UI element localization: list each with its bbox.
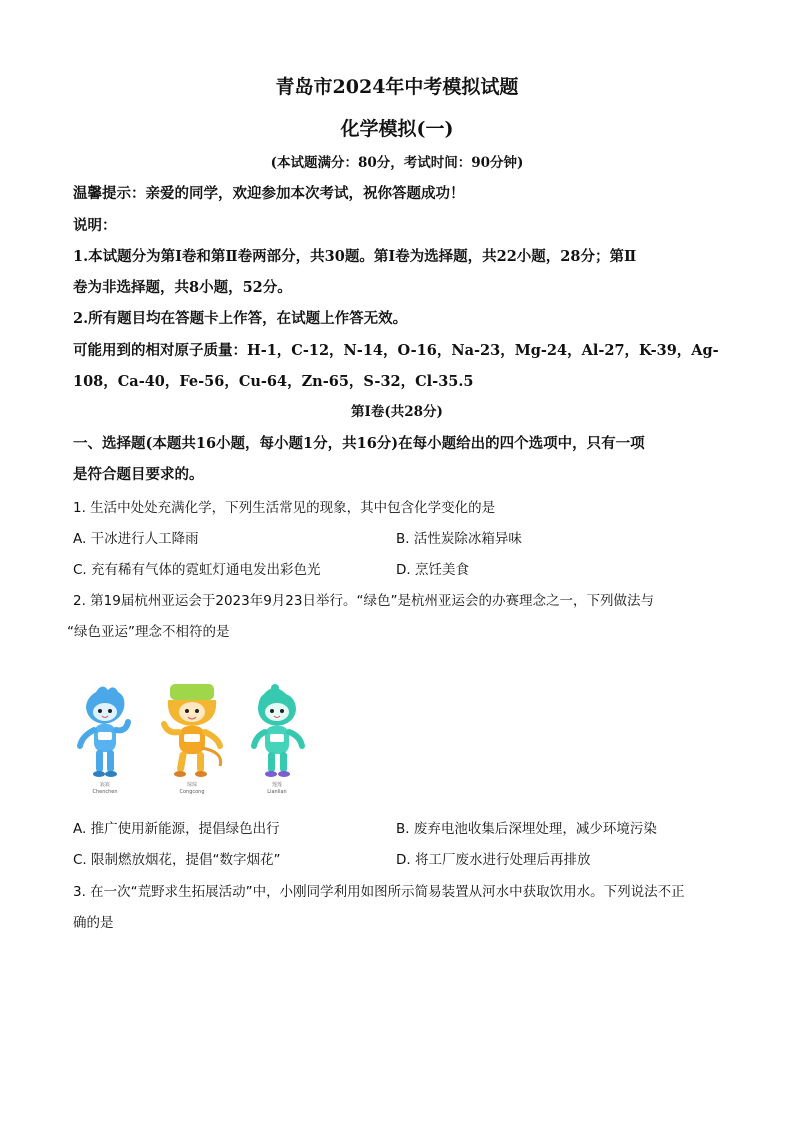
question-1-option-b: B. 活性炭除冰箱异味 xyxy=(396,531,522,547)
mascot-congcong xyxy=(164,684,221,777)
caption-lianlian: 莲莲 xyxy=(271,782,283,788)
part-1-heading-line-1: 一、选择题(本题共16小题，每小题1分，共16分)在每小题给出的四个选项中，只有一项 xyxy=(73,435,645,452)
mascot-lianlian xyxy=(254,684,302,777)
question-2-option-d: D. 将工厂废水进行处理后再排放 xyxy=(396,852,591,868)
atomic-mass-line-1: 可能用到的相对原子质量：H-1，C-12，N-14，O-16，Na-23，Mg-24，Al-27，K-39，Ag- xyxy=(73,342,719,359)
note-item-2: 2.所有题目均在答题卡上作答，在试题上作答无效。 xyxy=(73,310,408,327)
question-2-stem-line-1: 2. 第19届杭州亚运会于2023年9月23日举行。“绿色”是杭州亚运会的办赛理念之一，下列做法与 xyxy=(73,593,654,609)
warm-tip: 温馨提示：亲爱的同学，欢迎参加本次考试，祝你答题成功！ xyxy=(73,185,465,202)
caption-congcong-en: Congcong xyxy=(179,789,205,795)
exam-title: 青岛市2024年中考模拟试题 xyxy=(275,76,519,98)
caption-congcong: 琮琮 xyxy=(186,782,198,788)
caption-chenchen: 宸宸 xyxy=(99,782,111,788)
question-3-stem-line-2: 确的是 xyxy=(73,915,114,931)
exam-subtitle: 化学模拟(一) xyxy=(340,118,454,140)
question-1-option-c: C. 充有稀有气体的霓虹灯通电发出彩色光 xyxy=(73,562,321,578)
note-item-1-line-2: 卷为非选择题，共8小题，52分。 xyxy=(73,279,292,296)
question-2-option-c: C. 限制燃放烟花，提倡“数字烟花” xyxy=(73,852,281,868)
question-2-option-a: A. 推广使用新能源，提倡绿色出行 xyxy=(73,821,280,837)
question-2-option-b: B. 废弃电池收集后深埋处理，减少环境污染 xyxy=(396,821,657,837)
atomic-mass-line-2: 108，Ca-40，Fe-56，Cu-64，Zn-65，S-32，Cl-35.5 xyxy=(73,373,474,390)
caption-chenchen-en: Chenchen xyxy=(92,789,118,795)
question-1-option-a: A. 干冰进行人工降雨 xyxy=(73,531,199,547)
question-2-stem-line-2: “绿色亚运”理念不相符的是 xyxy=(67,624,230,640)
explain-label: 说明： xyxy=(73,217,117,234)
question-1-option-d: D. 烹饪美食 xyxy=(396,562,469,578)
part-1-heading-line-2: 是符合题目要求的。 xyxy=(73,466,204,483)
exam-info: (本试题满分：80分，考试时间：90分钟) xyxy=(270,155,524,171)
mascot-chenchen xyxy=(80,686,128,777)
question-1-stem: 1. 生活中处处充满化学，下列生活常见的现象，其中包含化学变化的是 xyxy=(73,500,496,516)
volume-title: 第Ⅰ卷(共28分) xyxy=(351,404,443,420)
question-3-stem-line-1: 3. 在一次“荒野求生拓展活动”中，小刚同学利用如图所示简易装置从河水中获取饮用水。下列说法不正 xyxy=(73,884,685,900)
asian-games-mascots-figure xyxy=(74,682,330,798)
caption-lianlian-en: Lianlian xyxy=(267,789,287,795)
note-item-1-line-1: 1.本试题分为第Ⅰ卷和第Ⅱ卷两部分，共30题。第Ⅰ卷为选择题，共22小题，28分；第Ⅱ xyxy=(73,248,637,265)
